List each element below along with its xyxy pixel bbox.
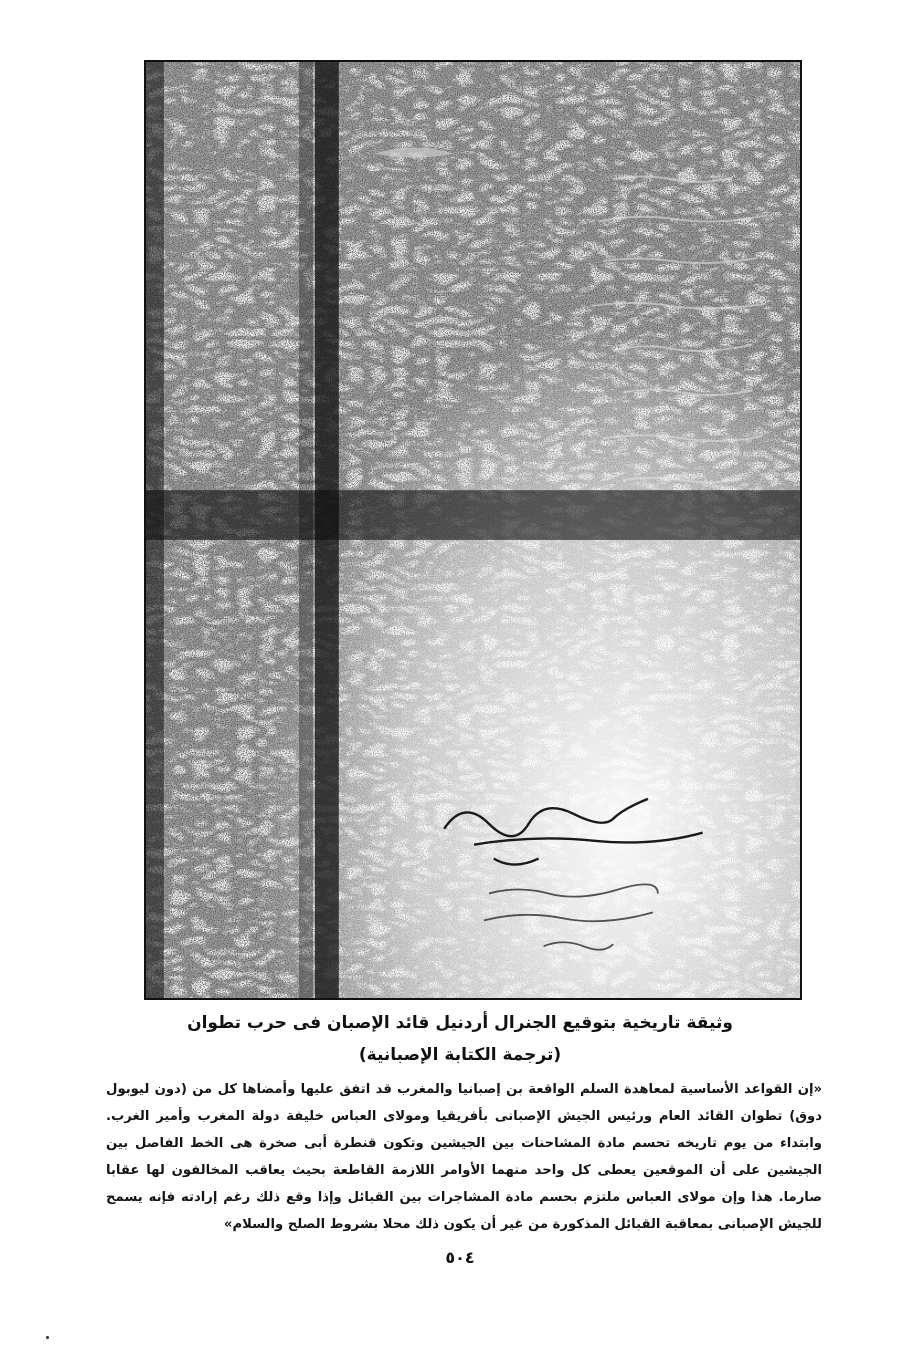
- historical-document-photo: [144, 60, 802, 1000]
- document-caption-subtitle: (ترجمة الكتابة الإصبانية): [358, 1045, 562, 1065]
- page-number: ٥٠٤: [445, 1248, 475, 1267]
- fold-line-horizontal: [146, 490, 800, 540]
- translation-paragraph: «إن القواعد الأساسية لمعاهدة السلم الواقعة بن إصبانيا والمغرب قد اتفق عليها وأمضاها كل من (دون ليوبول دوق) تطوان القائد العام ورئيس الجيش الإصبانى بأفريقيا ومولاى العباس خليفة دولة المغرب وأمير الغرب. وابتداء من يوم تاريخه تحسم مادة المشاحنات بين الجيشين وتكون قنطرة أبى صخرة هى الخط الفاصل بين الجيشين على أن الموقعين يعطى كل واحد منهما الأوامر اللازمة القاطعة بحيث يعاقب المخالفون لها عقابا صارما. هذا وإن مولاى العباس ملتزم بحسم مادة المشاجرات بين القبائل وإذا وقع ذلك رغم إرادته فإنه يسمح للجيش الإصبانى بمعاقبة القبائل المذكورة من غير أن يكون ذلك محلا بشروط الصلح والسلام»: [106, 1082, 822, 1232]
- scan-speck: [46, 1336, 49, 1339]
- document-caption-title: وثيقة تاريخية بتوقيع الجنرال أردنيل قائد الإصبان فى حرب تطوان: [187, 1013, 733, 1033]
- document-scan-image: [146, 62, 800, 998]
